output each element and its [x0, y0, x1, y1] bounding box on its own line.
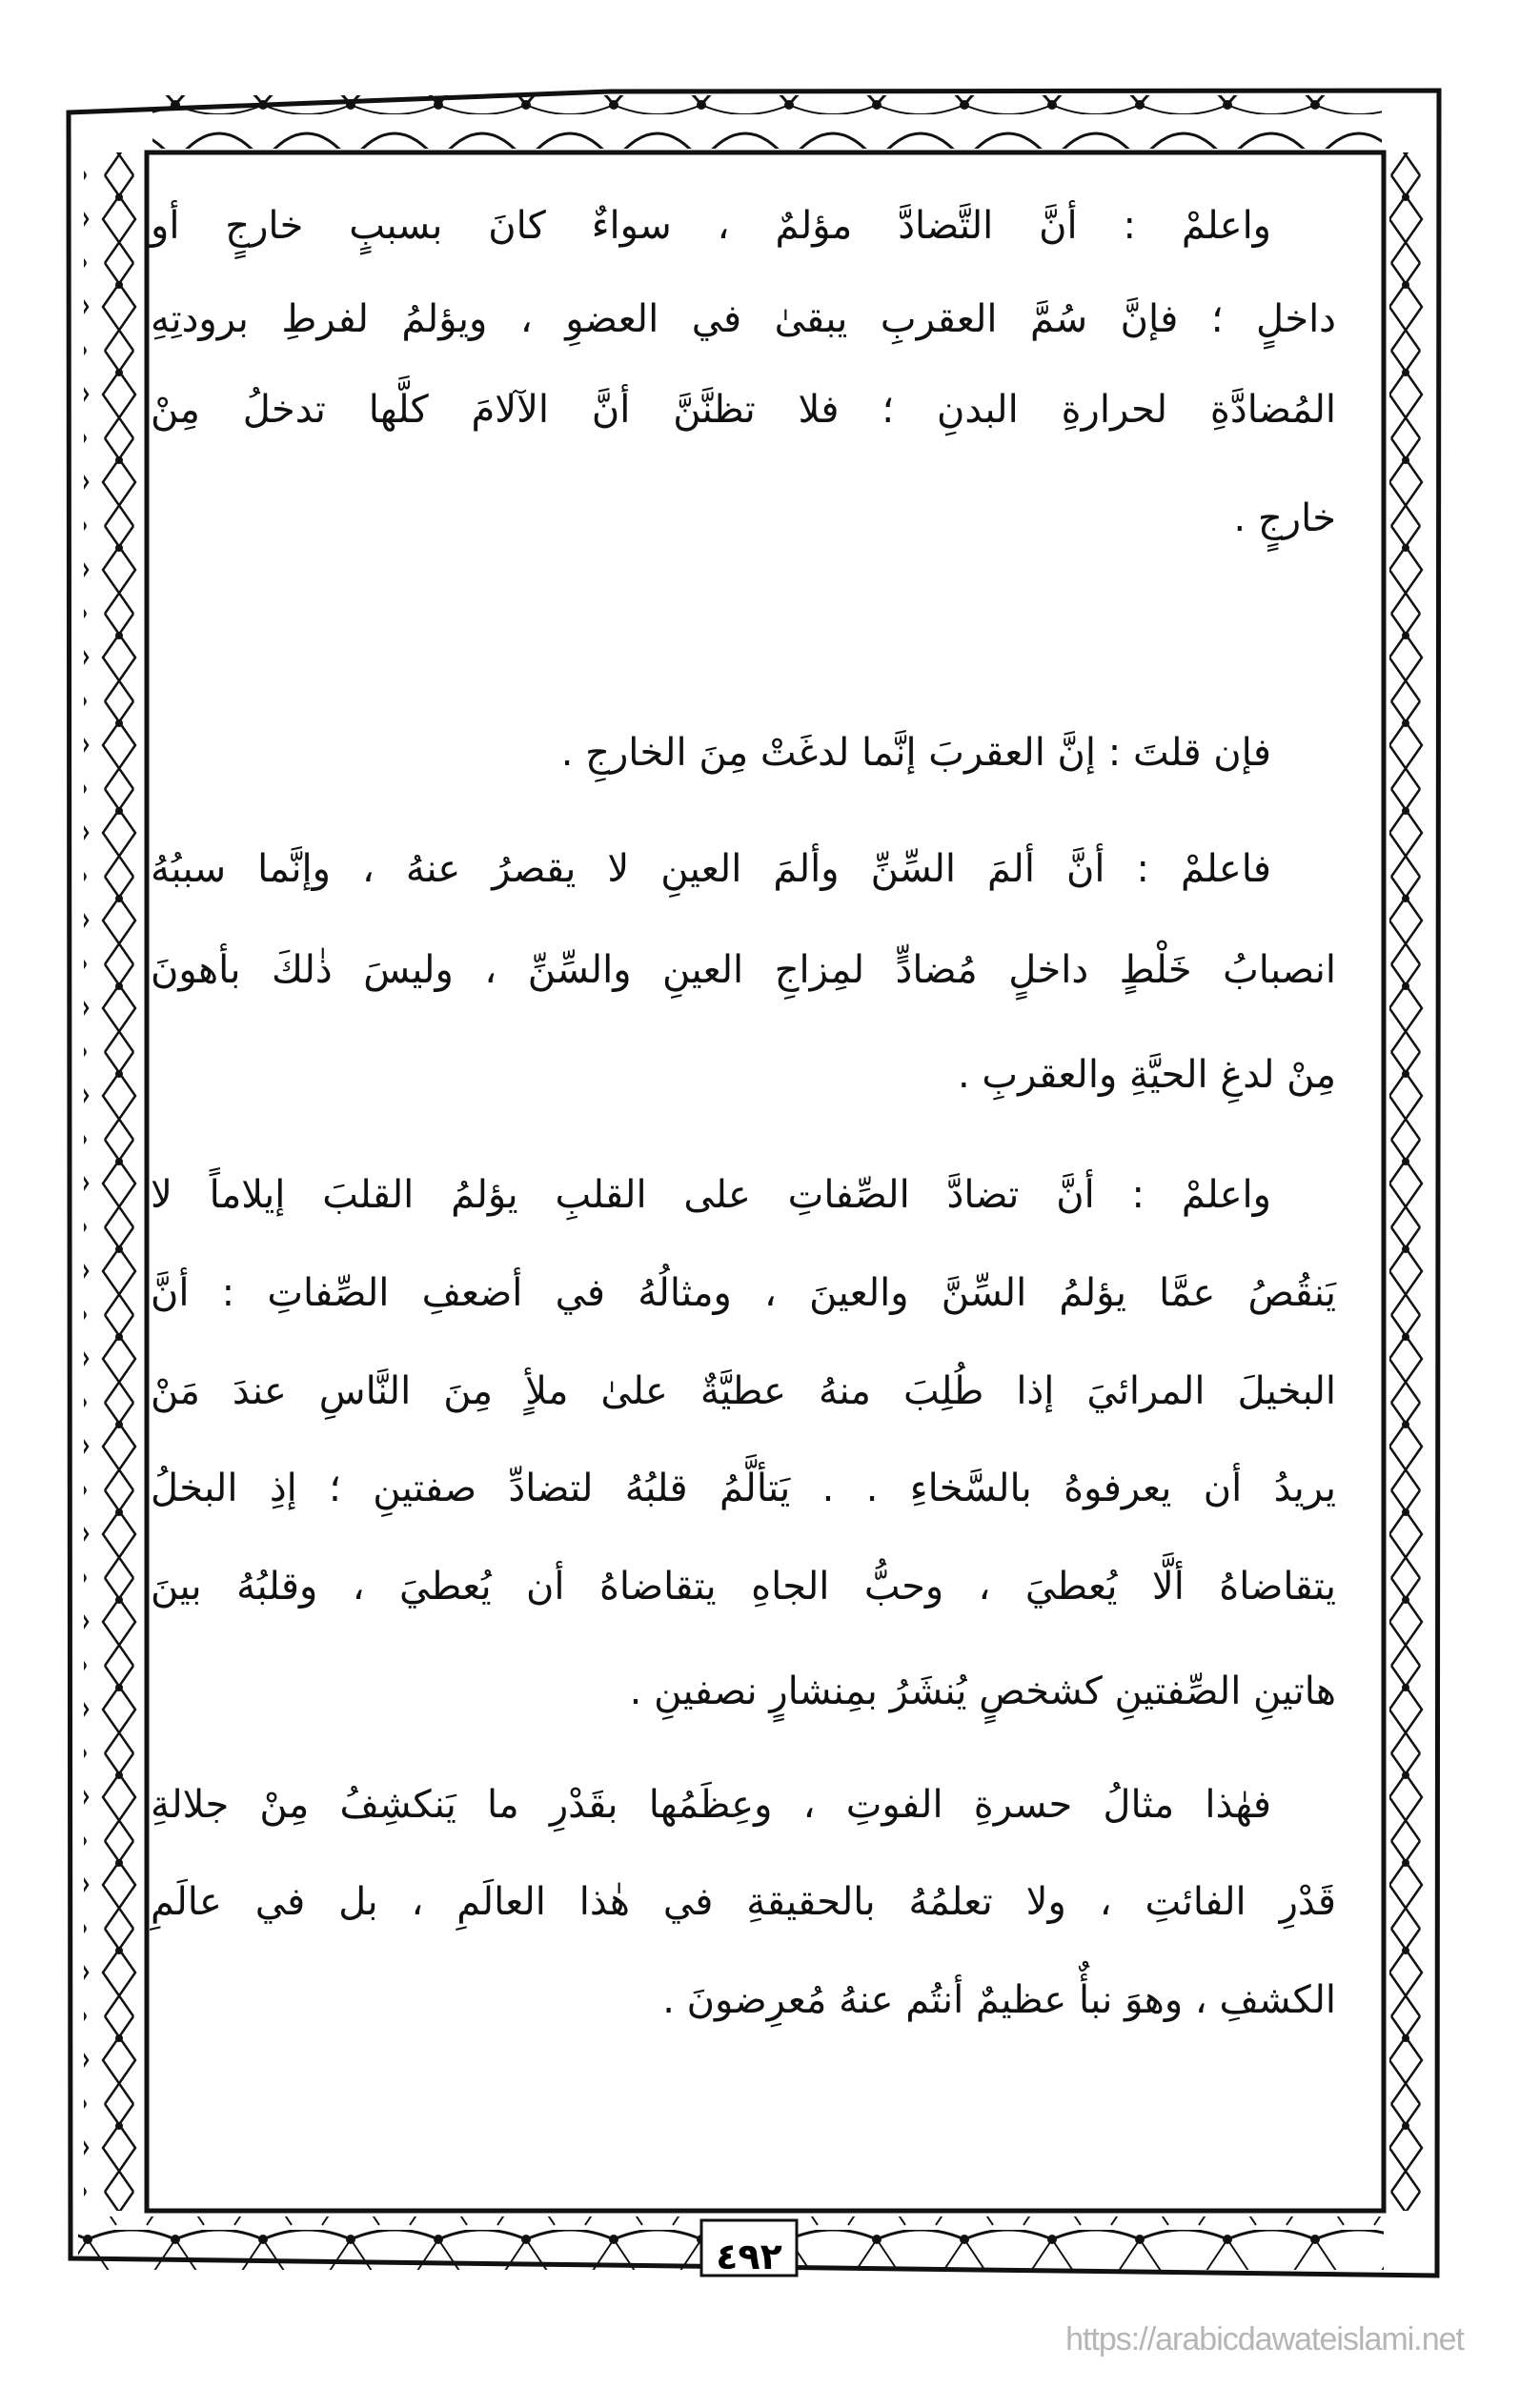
text-line: الكشفِ ، وهوَ نبأٌ عظيمٌ أنتُم عنهُ مُعرِضونَ .: [662, 1978, 1336, 2022]
text-line: يريدُ أن يعرفوهُ بالسَّخاءِ . . يَتألَّمُ قلبُهُ لتضادِّ صفتينِ ؛ إذِ البخلُ: [151, 1467, 1336, 1510]
text-line: مِنْ لدغِ الحيَّةِ والعقربِ .: [957, 1053, 1336, 1097]
text-line: يَنقُصُ عمَّا يؤلمُ السِّنَّ والعينَ ، ومثالُهُ في أضعفِ الصِّفاتِ : أنَّ: [151, 1271, 1336, 1315]
text-line: واعلمْ : أنَّ التَّضادَّ مؤلمٌ ، سواءٌ كانَ بسببٍ خارجٍ أو: [151, 204, 1271, 248]
text-line: فإن قلتَ : إنَّ العقربَ إنَّما لدغَتْ مِنَ الخارجِ .: [560, 731, 1271, 775]
page-number: ٤٩٢: [716, 2236, 782, 2277]
text-line: المُضادَّةِ لحرارةِ البدنِ ؛ فلا تظنَّنَّ أنَّ الآلامَ كلَّها تدخلُ مِنْ: [151, 388, 1336, 432]
text-line: داخلٍ ؛ فإنَّ سُمَّ العقربِ يبقىٰ في العضوِ ، ويؤلمُ لفرطِ برودتِهِ: [151, 297, 1336, 341]
text-line: واعلمْ : أنَّ تضادَّ الصِّفاتِ على القلبِ يؤلمُ القلبَ إيلاماً لا: [151, 1173, 1271, 1217]
text-line: يتقاضاهُ ألَّا يُعطيَ ، وحبُّ الجاهِ يتقاضاهُ أن يُعطيَ ، وقلبُهُ بينَ: [151, 1565, 1336, 1609]
text-line: هاتينِ الصِّفتينِ كشخصٍ يُنشَرُ بمِنشارٍ نصفينِ .: [629, 1670, 1336, 1713]
text-line: البخيلَ المرائيَ إذا طُلِبَ منهُ عطيَّةٌ علىٰ ملأٍ مِنَ النَّاسِ عندَ مَنْ: [151, 1369, 1336, 1413]
text-line: خارجٍ .: [1233, 496, 1336, 540]
watermark-url: https://arabicdawateislami.net: [1065, 2321, 1464, 2358]
text-line: فاعلمْ : أنَّ ألمَ السِّنِّ وألمَ العينِ لا يقصرُ عنهُ ، وإنَّما سببُهُ: [151, 847, 1271, 891]
text-line: انصبابُ خَلْطٍ داخلٍ مُضادٍّ لمِزاجِ العينِ والسِّنِّ ، وليسَ ذٰلكَ بأهونَ: [151, 948, 1336, 992]
text-line: فهٰذا مثالُ حسرةِ الفوتِ ، وعِظَمُها بقَدْرِ ما يَنكشِفُ مِنْ جلالةِ: [151, 1783, 1271, 1827]
text-line: قَدْرِ الفائتِ ، ولا تعلمُهُ بالحقيقةِ في هٰذا العالَمِ ، بل في عالَمِ: [151, 1880, 1336, 1924]
